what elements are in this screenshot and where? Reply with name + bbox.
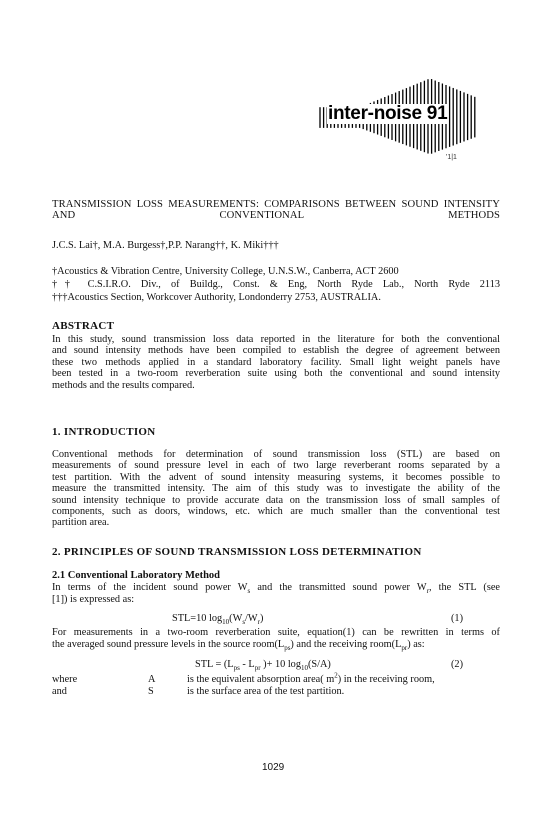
authors: J.C.S. Lai†, M.A. Burgess†,P.P. Narang††, K. Miki††† bbox=[52, 240, 279, 251]
body-line: Conventional methods for determination of sound transmission loss (STL) are based on bbox=[52, 449, 500, 460]
and-symbol: S bbox=[148, 686, 154, 697]
equation-1-number: (1) bbox=[451, 613, 464, 624]
abstract-line: and sound intensity methods have been compiled to establish the degree of agreement between bbox=[52, 345, 500, 357]
affiliation-2: †† C.S.I.R.O. Div., of Buildg., Const. & Eng, North Ryde Lab., North Ryde 2113 bbox=[52, 279, 500, 290]
body-line: sound intensity technique to provide accurate data on the transmission loss of small samples of bbox=[52, 494, 500, 506]
abstract-line: In this study, sound transmission loss data reported in the literature for both the conventional bbox=[52, 334, 500, 345]
paper-title: TRANSMISSION LOSS MEASUREMENTS: COMPARISONS BETWEEN SOUND INTENSITY AND CONVENTIONAL METHODS bbox=[52, 199, 500, 222]
logo-wordmark: inter-noise 91 bbox=[328, 103, 448, 124]
section-2-mid-line2: the averaged sound pressure levels in the source $room(L_{ps})$ and the receiving $room(L_{pr})$ as: bbox=[52, 639, 425, 653]
body-line: test partition. With the advent of sound intensity measuring systems, it becomes possible to bbox=[52, 471, 500, 483]
where-symbol: A bbox=[148, 674, 156, 685]
section-2-mid-line1: For measurements in a two-room reverberation suite, equation(1) can be rewritten in terms of bbox=[52, 627, 500, 638]
section-2-intro-line2: [1]) is expressed as: bbox=[52, 594, 135, 605]
body-line: measure the transmitted intensity. The aim of this study was to investigate the ability of the bbox=[52, 483, 500, 495]
subsection-2-1-heading: 2.1 Conventional Laboratory Method bbox=[52, 570, 220, 581]
abstract-heading: ABSTRACT bbox=[52, 320, 115, 332]
equation-1: STL=10 $\log_{10}(W_s/W_r)$ bbox=[172, 613, 264, 627]
section-1-heading: 1. INTRODUCTION bbox=[52, 426, 156, 438]
abstract-line: methods and the results compared. bbox=[52, 379, 195, 391]
abstract-line: these two methods applied in a standard laboratory facility. Small light weight panels have bbox=[52, 356, 500, 368]
body-line: measurements of sound pressure level in each of two large reverberant rooms separated by a bbox=[52, 460, 500, 472]
section-1-body bbox=[52, 449, 500, 529]
abstract-body bbox=[52, 334, 500, 391]
section-2-intro-line1: In terms of the incident sound power $W_s$ and the transmitted sound power $W_r$, the STL (see bbox=[52, 582, 500, 596]
abstract-line: been tested in a two-room reverberation suite using both the conventional and sound intensity bbox=[52, 368, 500, 380]
body-line: partition area. bbox=[52, 517, 110, 529]
body-line: components, such as doors, windows, etc. which are much smaller than the conventional test bbox=[52, 506, 500, 518]
and-definition: is the surface area of the test partition. bbox=[187, 686, 345, 697]
affiliation-3: †††Acoustics Section, Workcover Authority, Londonderry 2753, AUSTRALIA. bbox=[52, 292, 381, 303]
equation-2-number: (2) bbox=[451, 659, 464, 670]
logo-tick: '1|1 bbox=[446, 154, 457, 161]
section-2-heading: 2. PRINCIPLES OF SOUND TRANSMISSION LOSS DETERMINATION bbox=[52, 546, 422, 558]
affiliation-1: †Acoustics & Vibration Centre, University College, U.N.S.W., Canberra, ACT 2600 bbox=[52, 266, 399, 277]
equation-2: STL = ($L_{ps} - L_{pr}$ )+ 10 $\log_{10}(S/A)$ bbox=[195, 659, 331, 673]
and-label: and bbox=[52, 686, 67, 697]
page-number: 1029 bbox=[262, 762, 285, 773]
where-label: where bbox=[52, 674, 78, 685]
where-definition: is the equivalent absorption area( $m^2$) in the receiving room, bbox=[187, 671, 435, 685]
